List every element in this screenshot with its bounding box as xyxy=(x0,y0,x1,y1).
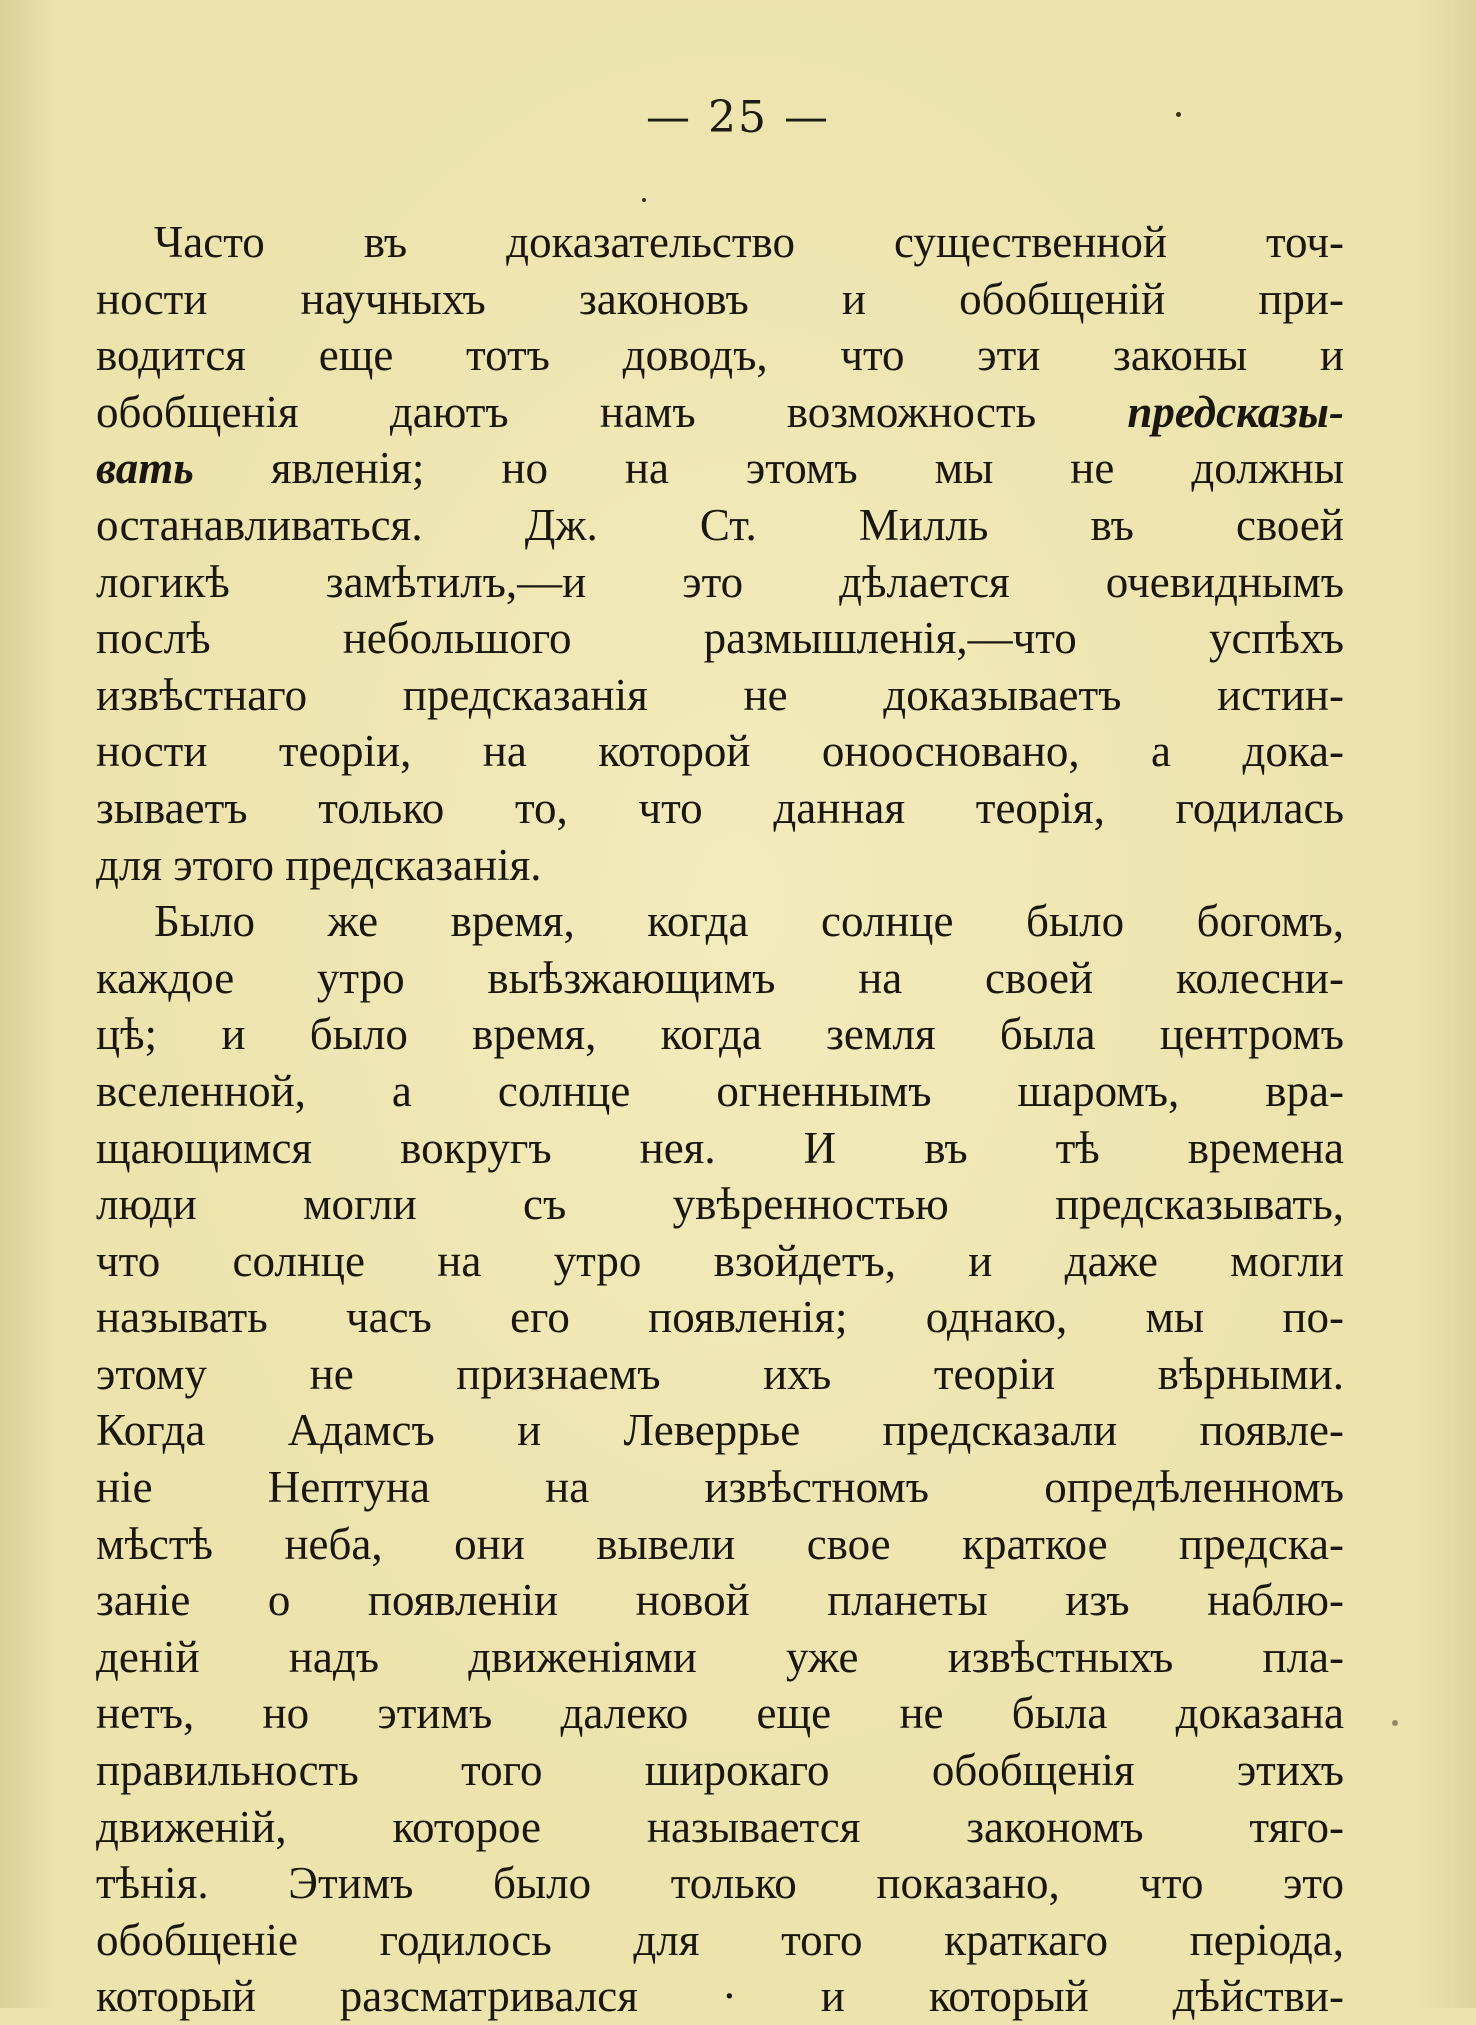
text-line: Когда Адамсъ и Леверрье предсказали появле- xyxy=(96,1405,1344,1456)
text-line: щающимся вокругъ нея. И въ тѣ времена xyxy=(96,1122,1344,1173)
emphasized-text: предсказы- xyxy=(1127,386,1344,437)
paragraph-2 xyxy=(96,893,1344,2025)
text-line: останавливаться. Дж. Ст. Милль въ своей xyxy=(96,499,1344,550)
text-line: обобщеніе годилось для того краткаго періода, xyxy=(96,1914,1344,1965)
text-line: ности научныхъ законовъ и обобщеній при- xyxy=(96,273,1344,324)
text-line: правильность того широкаго обобщенія этихъ xyxy=(96,1745,1344,1796)
text-line: Часто въ доказательство существенной точ- xyxy=(154,217,1344,267)
text-line: этому не признаемъ ихъ теоріи вѣрными. xyxy=(96,1348,1344,1399)
text-line: называть часъ его появленія; однако, мы по- xyxy=(96,1292,1344,1343)
text-line: для этого предсказанія. xyxy=(96,839,542,890)
text-line: который разсматривался · и который дѣйстви- xyxy=(96,1971,1344,2022)
text-line: каждое утро выѣзжающимъ на своей колесни- xyxy=(96,952,1344,1003)
text-line: нетъ, но этимъ далеко еще не была доказана xyxy=(96,1688,1344,1739)
text-line: Было же время, когда солнце было богомъ, xyxy=(154,896,1344,947)
text-line: мѣстѣ неба, они вывели свое краткое предска- xyxy=(96,1518,1344,1569)
paper-speck xyxy=(1392,1720,1398,1726)
text-line: заніе о появленіи новой планеты изъ наблю- xyxy=(96,1575,1344,1626)
paper-speck xyxy=(642,198,646,202)
text-line: вселенной, а солнце огненнымъ шаромъ, вра- xyxy=(96,1065,1344,1116)
text-line-segment: обобщенія даютъ намъ возможность xyxy=(96,386,1128,437)
text-line: зываетъ только то, что данная теорія, годилась xyxy=(96,782,1344,833)
text-line: послѣ небольшого размышленія,—что успѣхъ xyxy=(96,613,1344,664)
text-line: люди могли съ увѣренностью предсказывать, xyxy=(96,1179,1344,1230)
emphasized-text: вать xyxy=(96,443,194,494)
text-line: логикѣ замѣтилъ,—и это дѣлается очевиднымъ xyxy=(96,556,1344,607)
text-line: ніе Нептуна на извѣстномъ опредѣленномъ xyxy=(96,1462,1344,1513)
text-line: водится еще тотъ доводъ, что эти законы и xyxy=(96,330,1344,381)
text-line: деній надъ движеніями уже извѣстныхъ пла- xyxy=(96,1631,1344,1682)
text-line: цѣ; и было время, когда земля была центромъ xyxy=(96,1009,1344,1060)
text-line: что солнце на утро взойдетъ, и даже могли xyxy=(96,1235,1344,1286)
text-line xyxy=(96,384,1344,441)
text-line: извѣстнаго предсказанія не доказываетъ истин- xyxy=(96,669,1344,720)
text-line-segment: явленія; но на этомъ мы не должны xyxy=(193,443,1344,494)
paragraph-1 xyxy=(96,214,1344,893)
text-line xyxy=(96,440,1344,497)
body-text xyxy=(96,214,1344,2025)
text-line: движеній, которое называется закономъ тяго- xyxy=(96,1801,1344,1852)
text-line: ности теоріи, на которой оноосновано, а дока- xyxy=(96,726,1344,777)
text-line: тѣнія. Этимъ было только показано, что это xyxy=(96,1858,1344,1909)
page-number: — 25 — xyxy=(646,92,830,143)
paper-speck xyxy=(1176,112,1181,117)
